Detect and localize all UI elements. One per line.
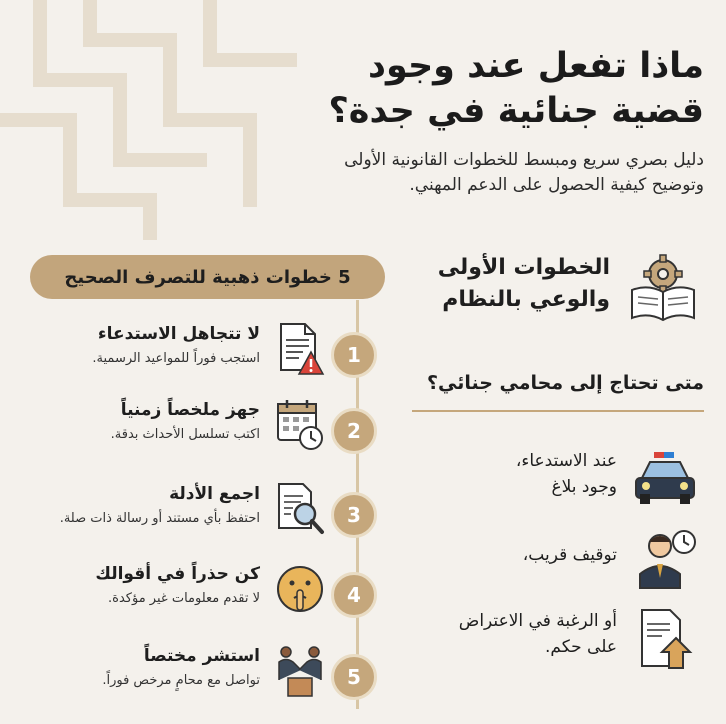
step-text xyxy=(10,398,260,444)
title-line-1: ماذا تفعل عند وجود xyxy=(368,46,704,86)
book-gear-icon xyxy=(628,254,698,326)
need-text-line: أو الرغبة في الاعتراض xyxy=(458,611,617,631)
step-text xyxy=(10,322,260,368)
right-section-header xyxy=(400,252,710,332)
need-item-1 xyxy=(412,448,707,518)
step-number: 3 xyxy=(331,492,377,538)
step-text xyxy=(10,644,260,690)
title-line-2: قضية جنائية في جدة؟ xyxy=(328,91,704,131)
need-item-3 xyxy=(412,608,707,678)
step-title: استشر مختصاً xyxy=(143,646,260,666)
step-4 xyxy=(20,562,385,642)
document-warning-icon xyxy=(275,322,325,376)
step-description: تواصل مع محامٍ مرخص فوراً. xyxy=(102,673,260,688)
step-5 xyxy=(20,644,385,724)
step-text xyxy=(10,562,260,608)
page-title xyxy=(144,44,704,134)
subtitle-line-2: وتوضيح كيفية الحصول على الدعم المهني. xyxy=(409,175,704,195)
document-upload-arrow-icon xyxy=(632,608,698,672)
title-block xyxy=(144,44,704,198)
step-number: 2 xyxy=(331,408,377,454)
need-text xyxy=(417,608,617,660)
step-title: لا تتجاهل الاستدعاء xyxy=(97,324,260,344)
step-number: 1 xyxy=(331,332,377,378)
steps-header xyxy=(30,255,385,299)
police-car-icon xyxy=(632,448,698,512)
step-number: 4 xyxy=(331,572,377,618)
step-description: لا تقدم معلومات غير مؤكدة. xyxy=(108,591,260,606)
right-title-line-1: الخطوات الأولى xyxy=(437,255,610,280)
need-text-line: عند الاستدعاء، xyxy=(515,451,617,471)
shushing-face-icon xyxy=(275,562,325,616)
step-description: اكتب تسلسل الأحداث بدقة. xyxy=(110,427,260,442)
step-2 xyxy=(20,398,385,478)
need-lawyer-title: متى تحتاج إلى محامي جنائي؟ xyxy=(426,372,704,394)
need-item-2 xyxy=(412,528,707,598)
right-section-title xyxy=(390,252,610,316)
need-text-line: على حكم. xyxy=(545,637,617,657)
step-text xyxy=(10,482,260,528)
step-title: اجمع الأدلة xyxy=(169,484,260,504)
document-magnifier-icon xyxy=(275,482,325,536)
steps-header-label: 5 خطوات ذهبية للتصرف الصحيح xyxy=(64,266,351,288)
handshake-icon xyxy=(275,644,325,698)
need-text xyxy=(417,448,617,500)
need-text-line: وجود بلاغ xyxy=(551,477,617,497)
need-text xyxy=(417,542,617,568)
need-text-line: توقيف قريب، xyxy=(522,545,617,565)
page-subtitle xyxy=(144,148,704,198)
right-title-line-2: والوعي بالنظام xyxy=(442,287,610,312)
step-description: احتفظ بأي مستند أو رسالة ذات صلة. xyxy=(59,511,260,526)
step-description: استجب فوراً للمواعيد الرسمية. xyxy=(92,351,260,366)
subtitle-line-1: دليل بصري سريع ومبسط للخطوات القانونية الأولى xyxy=(344,150,704,170)
calendar-clock-icon xyxy=(275,398,325,452)
step-1 xyxy=(20,322,385,402)
step-title: جهز ملخصاً زمنياً xyxy=(120,400,260,420)
step-3 xyxy=(20,482,385,562)
divider xyxy=(412,410,704,412)
step-number: 5 xyxy=(331,654,377,700)
step-title: كن حذراً في أقوالك xyxy=(95,564,260,584)
person-clock-icon xyxy=(632,528,698,592)
